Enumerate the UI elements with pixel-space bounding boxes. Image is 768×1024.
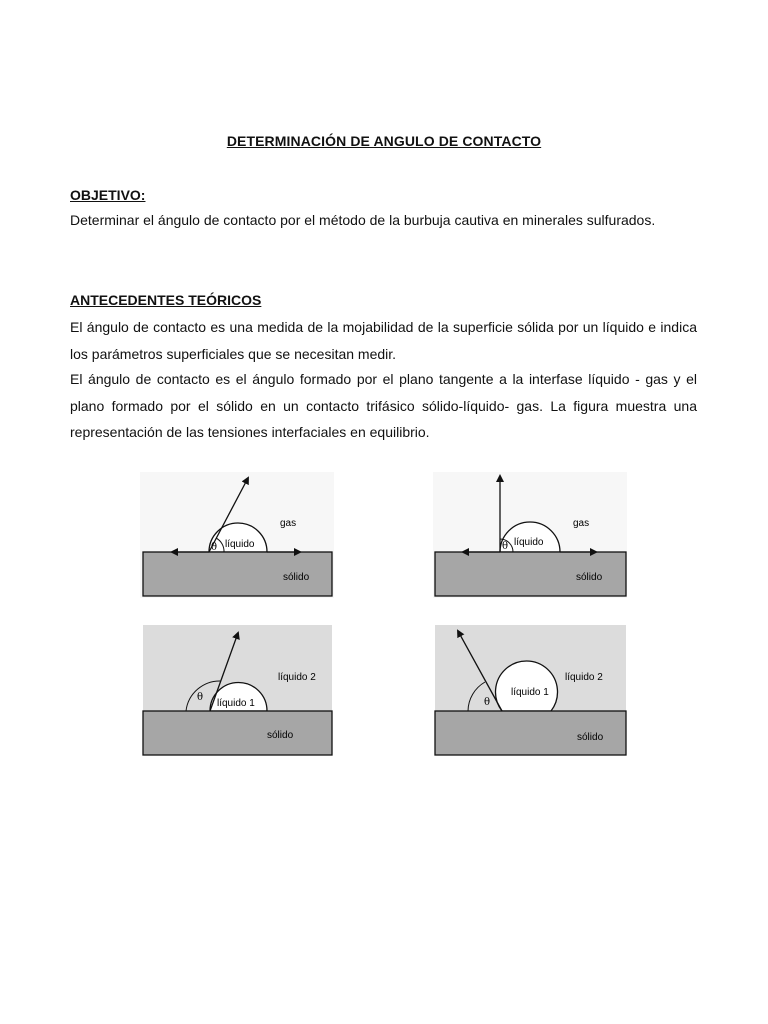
panel-1-drop-label: líquido [225,539,255,550]
panel-2 [433,472,627,598]
panel-1-top-label: gas [280,518,297,529]
panel-2-solid-label: sólido [576,572,603,583]
background-paragraph-2: El ángulo de contacto es el ángulo formado por el plano tangente a la interfase líquido - gas y el plano formado por el sólido en un contacto trifásico sólido-líquido- gas. La figura muestra una representación de las tensiones interfaciales en equilibrio. [70,371,697,440]
panel-4-drop-label: líquido 1 [511,687,549,698]
objective-text: Determinar el ángulo de contacto por el método de la burbuja cautiva en minerales sulfurados. [70,212,656,228]
panel-4-theta: θ [484,697,491,708]
background-heading: ANTECEDENTES TEÓRICOS [70,292,262,308]
panel-1-solid-label: sólido [283,572,310,583]
panel-3-theta: θ [197,692,204,703]
panel-3-solid-label: sólido [267,730,294,741]
background-paragraph-1: El ángulo de contacto es una medida de la mojabilidad de la superficie sólida por un líquido e indica los parámetros superficiales que se necesitan medir. [70,319,697,362]
objective-heading: OBJETIVO: [70,187,146,203]
panel-4-top-label: líquido 2 [565,672,603,683]
panel-2-theta: θ [502,541,509,552]
panel-1 [140,472,334,598]
panel-4 [435,625,626,755]
panel-3-solid [143,711,332,755]
document-title: DETERMINACIÓN DE ANGULO DE CONTACTO [226,133,542,149]
contact-angle-figure [140,468,630,760]
contact-angle-diagram [140,468,630,760]
panel-2-drop-label: líquido [514,537,544,548]
panel-3-drop-label: líquido 1 [217,698,255,709]
panel-3 [143,625,332,755]
panel-1-theta: θ [211,542,218,553]
panel-4-solid-label: sólido [577,732,604,743]
panel-3-top-label: líquido 2 [278,672,316,683]
panel-2-top-label: gas [573,518,590,529]
